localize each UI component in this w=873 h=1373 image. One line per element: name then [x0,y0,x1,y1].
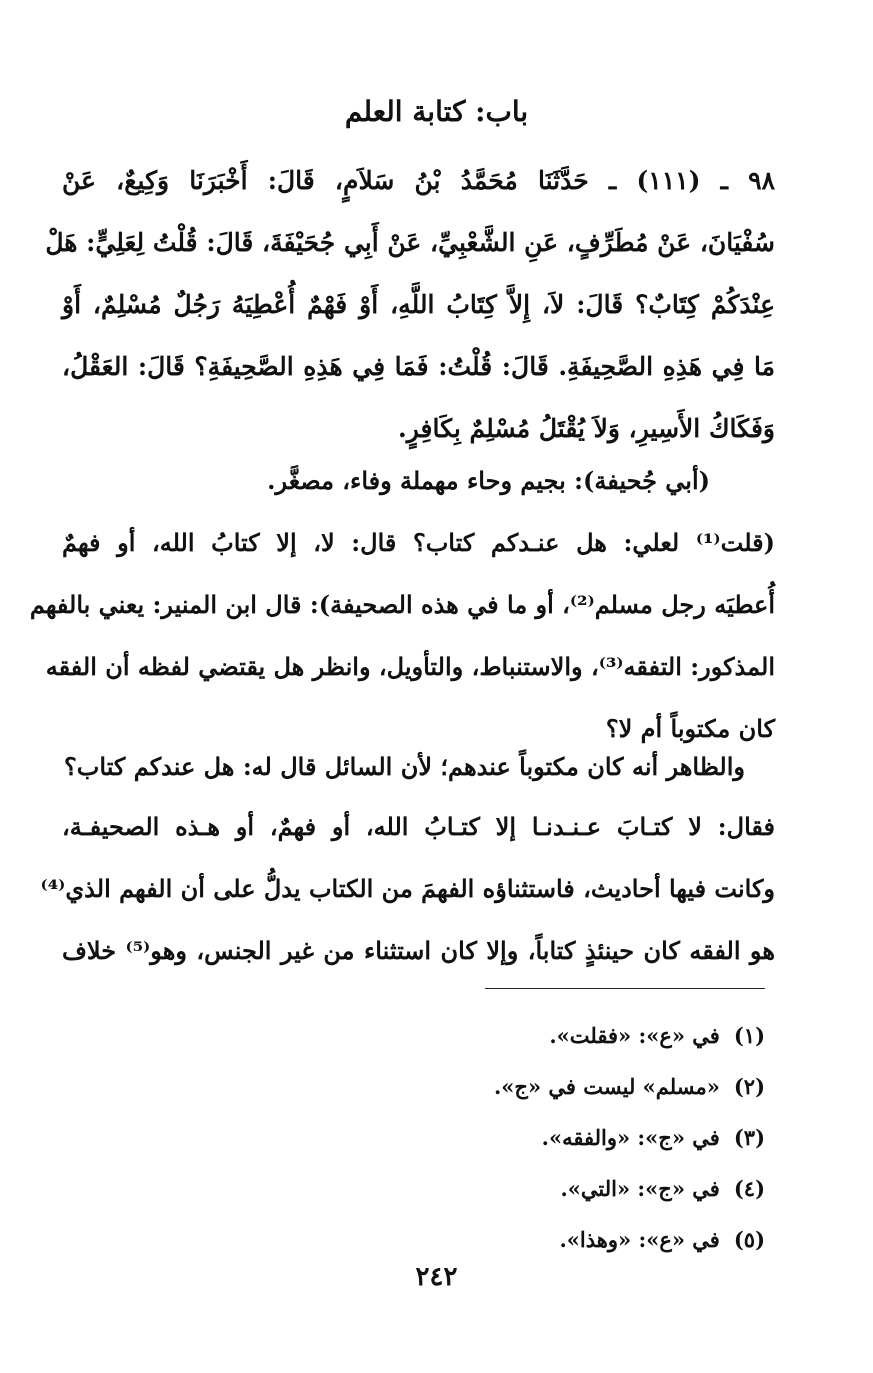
hadith-line: عِنْدَكُمْ كِتَابٌ؟ قَالَ: لاَ، إِلاَّ كِتَابُ اللَّهِ، أَوْ فَهْمٌ أُعْطِيَهُ رَجُلٌ مُسْلِمٌ، أَوْ [62,290,775,319]
footnote-number: (١) [733,1023,765,1048]
commentary-line: وكانت فيها أحاديث، فاستثناؤه الفهمَ من الكتاب يدلُّ على أن الفهم الذي⁽⁴⁾ [40,874,775,903]
footnote-number: (٤) [733,1176,765,1201]
commentary-line: فقال: لا كتـابَ عـنـدنـا إلا كتـابُ الله، أو فهمٌ، أو هـذه الصحيفـة، [62,812,775,841]
footnote-text: في «ع»: «فقلت». [549,1023,720,1048]
footnote-text: في «ج»: «والفقه». [541,1125,720,1150]
commentary-line: كان مكتوباً أم لا؟ [605,714,775,743]
chapter-title: باب: كتابة العلم [344,95,529,128]
hadith-line: سُفْيَانَ، عَنْ مُطَرِّفٍ، عَنِ الشَّعْبِيِّ، عَنْ أَبِي جُحَيْفَةَ، قَالَ: قُلْتُ لِعَلِيٍّ: هَلْ [45,228,775,257]
footnote-number: (٥) [733,1227,765,1252]
footnote-number: (٣) [733,1125,765,1150]
footnote-text: «مسلم» ليست في «ج». [494,1074,720,1099]
commentary-line: المذكور: التفقه⁽³⁾، والاستنباط، والتأويل، وانظر هل يقتضي لفظه أن الفقه [45,652,775,681]
commentary-line: والظاهر أنه كان مكتوباً عندهم؛ لأن السائل قال له: هل عندكم كتاب؟ [64,752,745,781]
footnote-text: في «ج»: «التي». [560,1176,720,1201]
commentary-paragraph-3 [40,796,775,982]
hadith-line: مَا فِي هَذِهِ الصَّحِيفَةِ. قَالَ: قُلْتُ: فَمَا فِي هَذِهِ الصَّحِيفَةِ؟ قَالَ: العَقْلُ، [62,352,775,381]
commentary-line: (قلت⁽¹⁾ لعلي: هل عنـدكم كتاب؟ قال: لا، إلا كتابُ الله، أو فهمٌ [62,528,775,557]
footnote-item [494,1061,765,1112]
footnote-text: في «ع»: «وهذا». [559,1227,720,1252]
hadith-line: ٩٨ ـ (١١١) ـ حَدَّثَنَا مُحَمَّدُ بْنُ سَلاَمٍ، قَالَ: أَخْبَرَنَا وَكِيعٌ، عَنْ [62,166,775,195]
narrator-note: (أبي جُحيفة): بجيم وحاء مهملة وفاء، مصغَّر. [267,466,710,495]
hadith-line: وَفَكَاكُ الأَسِيرِ، وَلاَ يُقْتَلُ مُسْلِمٌ بِكَافِرٍ. [398,414,775,443]
footnote-item [494,1163,765,1214]
footnote-number: (٢) [733,1074,765,1099]
commentary-paragraph-1 [29,512,775,760]
commentary-line: أُعطيَه رجل مسلم⁽²⁾، أو ما في هذه الصحيفة): قال ابن المنير: يعني بالفهم [29,590,775,619]
footnote-item [494,1010,765,1061]
footnote-item [494,1112,765,1163]
footnote-item [494,1214,765,1265]
commentary-line: هو الفقه كان حينئذٍ كتاباً، وإلا كان استثناء من غير الجنس، وهو⁽⁵⁾ خلاف [62,936,775,965]
commentary-paragraph-2 [62,736,775,798]
hadith-text [45,150,775,460]
footnote-divider [485,988,765,989]
page-number: ٢٤٢ [415,1262,458,1292]
footnotes [494,1010,765,1265]
